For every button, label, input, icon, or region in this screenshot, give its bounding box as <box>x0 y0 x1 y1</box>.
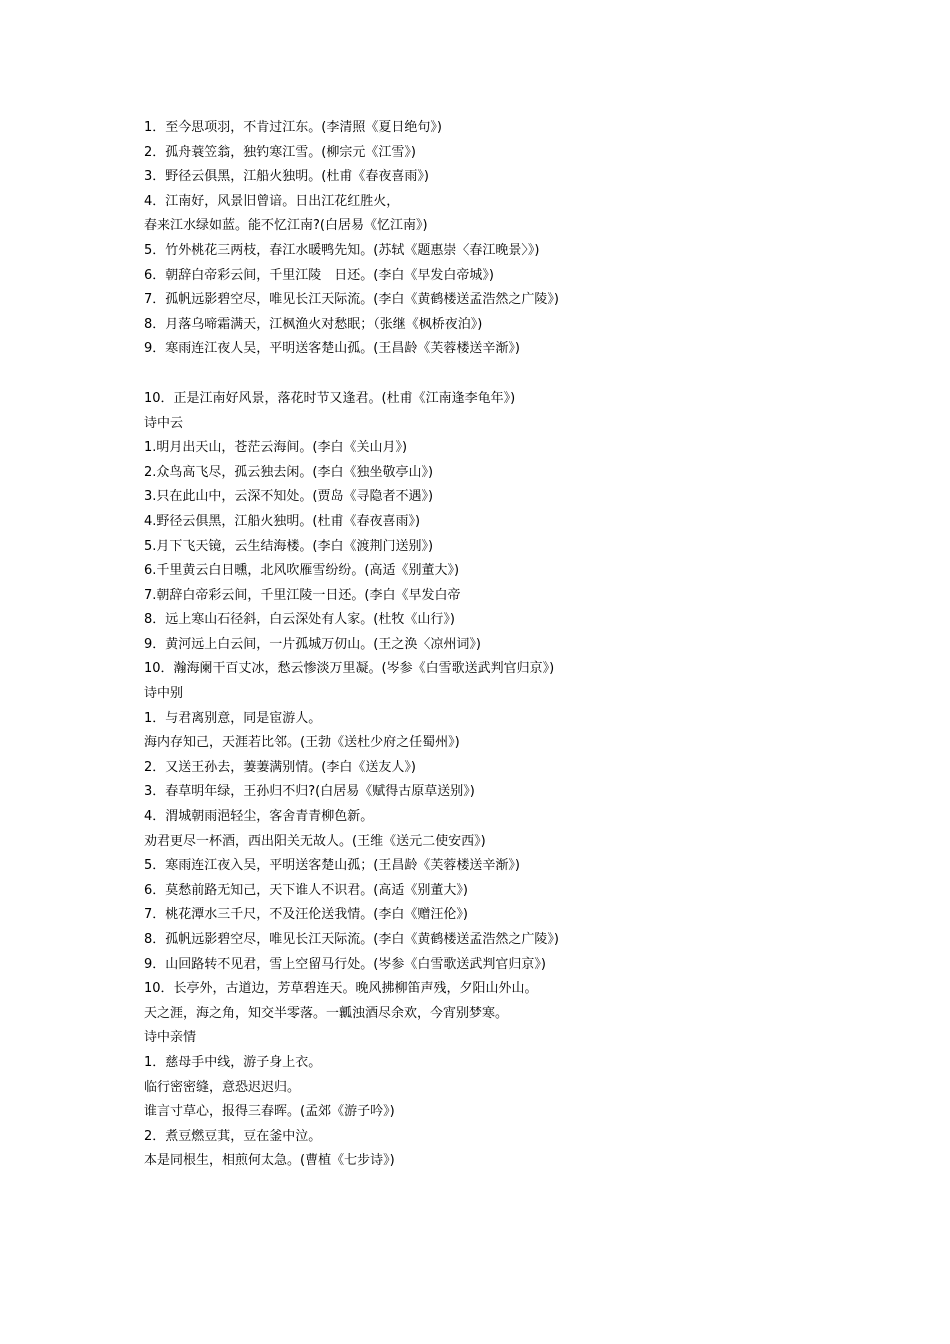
poem-line: 5.月下飞天镜，云生结海楼。(李白《渡荆门送别》) <box>144 538 434 554</box>
poem-line: 1．慈母手中线，游子身上衣。 <box>144 1054 322 1070</box>
section-heading-farewell: 诗中别 <box>144 686 184 702</box>
poem-line: 7.朝辞白帝彩云间，千里江陵一日还。(李白《早发白帝 <box>144 587 461 603</box>
document-body <box>144 116 864 1174</box>
poem-line: 9．黄河远上白云间，一片孤城万仞山。(王之涣〈凉州词》) <box>144 636 481 652</box>
poem-line: 1.明月出天山，苍茫云海间。(李白《关山月》) <box>144 440 408 456</box>
poem-line: 7．孤帆远影碧空尽，唯见长江天际流。(李白《黄鹤楼送孟浩然之广陵》) <box>144 292 559 308</box>
poem-line: 劝君更尽一杯酒，西出阳关无故人。(王维《送元二使安西》) <box>144 833 486 849</box>
poem-line: 6．莫愁前路无知己，天下谁人不识君。(高适《别董大》) <box>144 882 468 898</box>
poem-line: 4．渭城朝雨浥轻尘，客舍青青柳色新。 <box>144 809 374 825</box>
poem-line: 10．正是江南好风景，落花时节又逢君。(杜甫《江南逢李龟年》) <box>144 390 516 406</box>
poem-line: 临行密密缝，意恐迟迟归。 <box>144 1079 301 1095</box>
poem-line: 9．寒雨连江夜人吴，平明送客楚山孤。(王昌龄《芙蓉楼送辛渐》) <box>144 341 520 357</box>
section-heading-clouds: 诗中云 <box>144 415 184 431</box>
poem-line: 本是同根生，相煎何太急。(曹植《七步诗》) <box>144 1153 395 1169</box>
poem-line: 4．江南好，风景旧曾谙。日出江花红胜火， <box>144 193 400 209</box>
poem-line: 天之涯，海之角，知交半零落。一瓤浊酒尽余欢，今宵别梦寒。 <box>144 1005 509 1021</box>
poem-line: 3.只在此山中，云深不知处。(贾岛《寻隐者不遇》) <box>144 489 434 505</box>
poem-line: 9．山回路转不见君，雪上空留马行处。(岑参《白雪歌送武判官归京》) <box>144 956 546 972</box>
poem-line: 8．远上寒山石径斜，白云深处有人家。(杜牧《山行》) <box>144 612 455 628</box>
poem-line: 3．野径云俱黑，江船火独明。(杜甫《春夜喜雨》) <box>144 169 429 185</box>
poem-line: 5．竹外桃花三两枝，春江水暖鸭先知。(苏轼《题惠崇〈春江晚景〉》) <box>144 242 540 258</box>
poem-line: 6．朝辞白帝彩云间，千里江陵 日还。(李白《早发白帝城》) <box>144 267 494 283</box>
poem-line: 7．桃花潭水三千尺，不及汪伦送我情。(李白《赠汪伦》) <box>144 907 468 923</box>
poem-line: 2.众鸟高飞尽，孤云独去闲。(李白《独坐敬亭山》) <box>144 464 434 480</box>
section-heading-family: 诗中亲情 <box>144 1030 197 1046</box>
poem-line: 10．长亭外，古道边，芳草碧连天。晚风拂柳笛声残，夕阳山外山。 <box>144 981 538 997</box>
poem-line: 1．至今思项羽，不肯过江东。(李清照《夏日绝句》) <box>144 120 442 135</box>
poem-line: 4.野径云俱黑，江船火独明。(杜甫《春夜喜雨》) <box>144 513 421 529</box>
poem-line: 春来江水绿如蓝。能不忆江南?(白居易《忆江南》) <box>144 218 428 234</box>
poem-line: 8．孤帆远影碧空尽，唯见长江天际流。(李白《黄鹤楼送孟浩然之广陵》) <box>144 932 559 947</box>
poem-line: 5．寒雨连江夜入吴，平明送客楚山孤；(王昌龄《芙蓉楼送辛渐》) <box>144 858 520 874</box>
poem-line: 1．与君离别意，同是宦游人。 <box>144 710 322 726</box>
poem-line: 10．瀚海阑干百丈冰，愁云惨淡万里凝。(岑参《白雪歌送武判官归京》) <box>144 661 555 677</box>
poem-line: 海内存知己，天涯若比邻。(王勃《送杜少府之任蜀州》) <box>144 735 460 751</box>
poem-line: 2．孤舟蓑笠翁，独钓寒江雪。(柳宗元《江雪》) <box>144 144 416 160</box>
poem-line: 8．月落乌啼霜满天，江枫渔火对愁眠；（张继《枫桥夜泊》) <box>144 316 483 332</box>
poem-line: 2．煮豆燃豆萁，豆在釜中泣。 <box>144 1128 322 1144</box>
poem-line: 2．又送王孙去，萋萋满别情。(李白《送友人》) <box>144 759 416 775</box>
poem-line: 谁言寸草心，报得三春晖。(孟郊《游子吟》) <box>144 1104 395 1120</box>
poem-line: 3．春草明年绿，王孙归不归?(白居易《赋得古原草送别》) <box>144 784 475 800</box>
poem-line: 6.千里黄云白日曛，北风吹雁雪纷纷。(高适《别董大》) <box>144 563 460 579</box>
